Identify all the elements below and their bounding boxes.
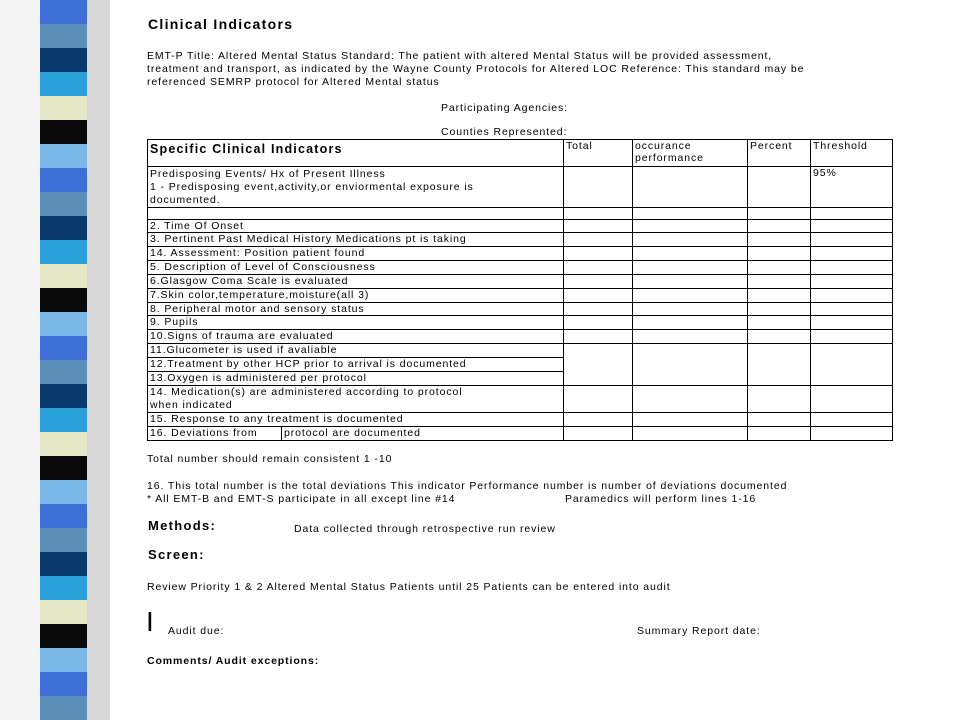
row-predisposing — [148, 167, 564, 208]
table-row — [148, 303, 893, 316]
cell-threshold — [811, 208, 893, 220]
stripe-band — [40, 72, 87, 97]
table-row — [148, 275, 893, 289]
stripe-band — [40, 144, 87, 169]
stripe-band — [40, 192, 87, 217]
threshold-value: 95% — [811, 167, 893, 208]
cell-threshold — [811, 220, 893, 233]
stripe-band — [40, 552, 87, 577]
stripe-band — [40, 648, 87, 673]
table-row — [148, 167, 893, 208]
table-row — [148, 247, 893, 261]
header-total: Total — [564, 140, 633, 167]
indicator-item-16-part1: 16. Deviations from — [148, 427, 282, 441]
header-occurance-line2: performance — [635, 152, 704, 164]
cell-spacer — [148, 208, 564, 220]
stripe-band — [40, 408, 87, 433]
cell-threshold — [811, 247, 893, 261]
clinical-indicators-table — [147, 139, 893, 441]
participating-agencies-label: Participating Agencies: — [441, 102, 568, 114]
description-line-3: referenced SEMRP protocol for Altered Mental status — [147, 76, 440, 88]
header-percent: Percent — [748, 140, 811, 167]
stripe-band — [40, 504, 87, 529]
stripe-band — [40, 336, 87, 361]
header-occurance-line1: occurance — [635, 140, 692, 152]
cell-occurance — [633, 247, 748, 261]
stripe-band — [40, 264, 87, 289]
stripe-band — [40, 600, 87, 625]
cell-total — [564, 167, 633, 208]
audit-due-label: Audit due: — [168, 625, 225, 637]
counties-represented-label: Counties Represented: — [441, 126, 568, 138]
cell-percent — [748, 220, 811, 233]
cell-total — [564, 289, 633, 303]
stripe-band — [40, 696, 87, 720]
cell-percent — [748, 167, 811, 208]
table-row — [148, 289, 893, 303]
indicator-item-7: 7.Skin color,temperature,moisture(all 3) — [148, 289, 564, 303]
stripe-band — [40, 528, 87, 553]
stripe-band — [40, 672, 87, 697]
stripe-band — [40, 216, 87, 241]
description-line-1: EMT-P Title: Altered Mental Status Standard: The patient with altered Mental Status will be provided assessment, — [147, 50, 773, 62]
cell-occurance — [633, 413, 748, 427]
cell-percent — [748, 247, 811, 261]
cell-occurance — [633, 261, 748, 275]
predisposing-line3: documented. — [150, 194, 221, 206]
cell-total — [564, 427, 633, 441]
text-cursor-mark: I — [146, 606, 154, 637]
indicator-item-14 — [148, 386, 564, 413]
header-threshold: Threshold — [811, 140, 893, 167]
cell-percent — [748, 275, 811, 289]
stripe-band — [40, 576, 87, 601]
table-row-spacer — [148, 208, 893, 220]
cell-threshold — [811, 261, 893, 275]
cell-total — [564, 220, 633, 233]
table-row — [148, 220, 893, 233]
cell-percent — [748, 386, 811, 413]
stripe-band — [40, 384, 87, 409]
predisposing-line1: Predisposing Events/ Hx of Present Illness — [150, 168, 386, 180]
stripe-band — [40, 0, 87, 25]
cell-occurance — [633, 427, 748, 441]
cell-occurance — [633, 220, 748, 233]
cell-threshold — [811, 303, 893, 316]
summary-report-label: Summary Report date: — [637, 625, 761, 637]
cell-percent — [748, 303, 811, 316]
header-occurance — [633, 140, 748, 167]
indicator-item-13: 13.Oxygen is administered per protocol — [148, 372, 564, 386]
stripe-band — [40, 312, 87, 337]
description-line-2: treatment and transport, as indicated by the Wayne County Protocols for Altered LOC Reference: This standard may be — [147, 63, 805, 75]
indicator-item-2: 2. Time Of Onset — [148, 220, 564, 233]
cell-total — [564, 247, 633, 261]
cell-occurance — [633, 208, 748, 220]
indicator-item-8: 8. Peripheral motor and sensory status — [148, 303, 564, 316]
stripe-band — [40, 624, 87, 649]
stripe-band — [40, 432, 87, 457]
cell-total — [564, 386, 633, 413]
stripe-band — [40, 360, 87, 385]
cell-total — [564, 261, 633, 275]
header-indicators: Specific Clinical Indicators — [148, 140, 564, 167]
cell-occurance — [633, 316, 748, 330]
cell-threshold — [811, 233, 893, 247]
indicator-item-11: 11.Glucometer is used if avaliable — [148, 344, 564, 358]
cell-percent — [748, 330, 811, 344]
cell-threshold — [811, 413, 893, 427]
cell-occurance — [633, 344, 748, 386]
cell-occurance — [633, 330, 748, 344]
cell-percent — [748, 289, 811, 303]
cell-threshold — [811, 427, 893, 441]
cell-total — [564, 330, 633, 344]
stripe-band — [40, 24, 87, 49]
cell-percent — [748, 413, 811, 427]
table-row — [148, 427, 893, 441]
cell-occurance — [633, 289, 748, 303]
cell-threshold — [811, 275, 893, 289]
deviations-note: 16. This total number is the total deviations This indicator Performance number is number of deviations documented — [147, 480, 788, 492]
stripe-shadow — [87, 0, 110, 720]
table-header-row — [148, 140, 893, 167]
table-row — [148, 386, 893, 413]
cell-total — [564, 316, 633, 330]
table-row — [148, 330, 893, 344]
screen-label: Screen: — [148, 547, 205, 562]
table-row — [148, 316, 893, 330]
cell-threshold — [811, 316, 893, 330]
cell-total — [564, 275, 633, 289]
total-note: Total number should remain consistent 1 -10 — [147, 453, 393, 465]
cell-threshold — [811, 344, 893, 386]
methods-text: Data collected through retrospective run review — [294, 523, 556, 535]
cell-total — [564, 208, 633, 220]
cell-total — [564, 344, 633, 386]
indicator-item-10: 10.Signs of trauma are evaluated — [148, 330, 564, 344]
stripe-band — [40, 240, 87, 265]
cell-percent — [748, 316, 811, 330]
methods-label: Methods: — [148, 518, 217, 533]
review-text: Review Priority 1 & 2 Altered Mental Status Patients until 25 Patients can be entered into audit — [147, 581, 671, 593]
stripe-band — [40, 456, 87, 481]
indicator-item-15: 15. Response to any treatment is documented — [148, 413, 564, 427]
table-row — [148, 413, 893, 427]
paramedics-note: Paramedics will perform lines 1-16 — [565, 493, 757, 505]
decorative-stripe-bar — [0, 0, 110, 720]
table-row — [148, 233, 893, 247]
comments-label: Comments/ Audit exceptions: — [147, 655, 320, 667]
indicator-item-9: 9. Pupils — [148, 316, 564, 330]
cell-total — [564, 303, 633, 316]
table-row — [148, 261, 893, 275]
cell-threshold — [811, 330, 893, 344]
cell-threshold — [811, 289, 893, 303]
indicator-item-3: 3. Pertinent Past Medical History Medications pt is taking — [148, 233, 564, 247]
cell-threshold — [811, 386, 893, 413]
indicator-item-12: 12.Treatment by other HCP prior to arrival is documented — [148, 358, 564, 372]
emt-participation-note: * All EMT-B and EMT-S participate in all except line #14 — [147, 493, 456, 505]
predisposing-line2: 1 - Predisposing event,activity,or enviormental exposure is — [150, 181, 474, 193]
stripe-band — [40, 288, 87, 313]
cell-occurance — [633, 275, 748, 289]
cell-percent — [748, 208, 811, 220]
cell-occurance — [633, 233, 748, 247]
item14-line1: 14. Medication(s) are administered according to protocol — [150, 386, 463, 398]
indicator-item-14a: 14. Assessment: Position patient found — [148, 247, 564, 261]
stripe-band — [40, 120, 87, 145]
cell-total — [564, 413, 633, 427]
cell-occurance — [633, 303, 748, 316]
indicator-item-16-part2: protocol are documented — [282, 427, 564, 441]
cell-occurance — [633, 386, 748, 413]
stripe-band — [40, 480, 87, 505]
cell-percent — [748, 233, 811, 247]
table-row — [148, 344, 893, 358]
cell-percent — [748, 261, 811, 275]
stripe-band — [40, 168, 87, 193]
cell-percent — [748, 344, 811, 386]
item14-line2: when indicated — [150, 399, 233, 411]
indicator-item-5: 5. Description of Level of Consciousness — [148, 261, 564, 275]
cell-total — [564, 233, 633, 247]
cell-occurance — [633, 167, 748, 208]
cell-percent — [748, 427, 811, 441]
stripe-band — [40, 96, 87, 121]
page-title: Clinical Indicators — [148, 16, 294, 32]
indicator-item-6: 6.Glasgow Coma Scale is evaluated — [148, 275, 564, 289]
stripe-band — [40, 48, 87, 73]
